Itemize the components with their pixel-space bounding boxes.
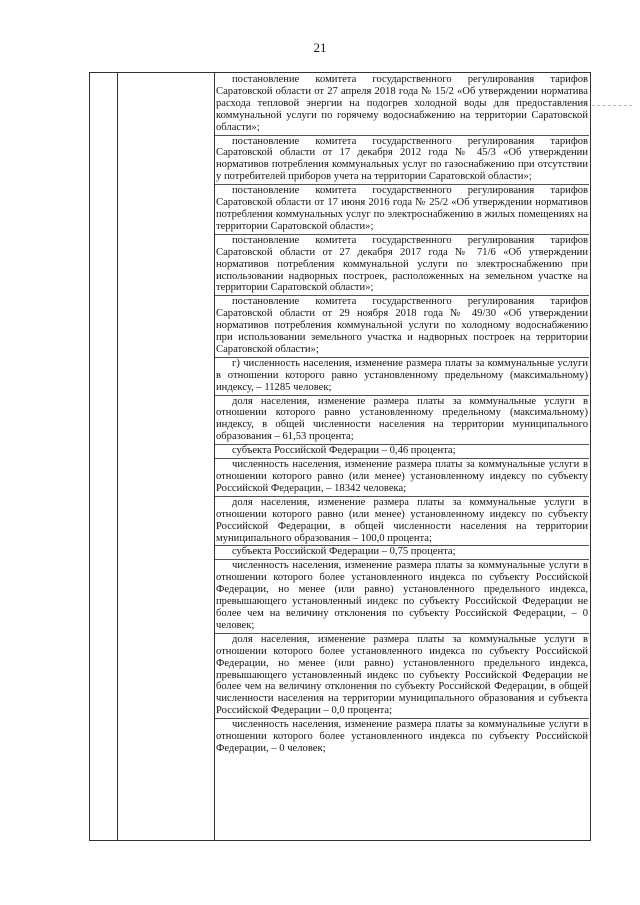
document-table (89, 72, 591, 841)
content-cell (215, 74, 589, 840)
paragraph: субъекта Российской Федерации – 0,46 процента; (215, 445, 589, 459)
paragraph: доля населения, изменение размера платы за коммунальные услуги в отношении которого равно установленному предельному (максимальному) индексу, в общей численности населения на территории муниципального образования – 61,53 процента; (215, 396, 589, 446)
column-divider (117, 73, 118, 840)
paragraph: постановление комитета государственного регулирования тарифов Саратовской области от 17 декабря 2012 года № 45/3 «Об утверждении нормативов потребления коммунальных услуг по газоснабжению при отсутствии у потребителей приборов учета на территории Саратовской области»; (215, 136, 589, 186)
paragraph: доля населения, изменение размера платы за коммунальные услуги в отношении которого равно (или менее) установленному индексу по субъекту Российской Федерации, в общей численности населения на территории муниципального образования – 100,0 процента; (215, 497, 589, 547)
paragraph: постановление комитета государственного регулирования тарифов Саратовской области от 27 апреля 2018 года № 15/2 «Об утверждении норматива расхода тепловой энергии на подогрев холодной воды для предоставления коммунальной услуги по горячему водоснабжению на территории Саратовской области»; (215, 74, 589, 136)
paragraph: численность населения, изменение размера платы за коммунальные услуги в отношении которого более установленного индекса по субъекту Российской Федерации, – 0 человек; (216, 719, 588, 754)
paragraph: доля населения, изменение размера платы за коммунальные услуги в отношении которого более установленного индекса по субъекту Российской Федерации, но менее (или равно) установленного предельного индекса, превышающего установленный индекс по субъекту Российской Федерации не более чем на величину отклонения по субъекту Российской Федерации, в общей численности населения на территории муниципального образования и субъекта Российской Федерации – 0,0 процента; (215, 634, 589, 719)
page-number: 21 (313, 40, 327, 55)
paragraph: постановление комитета государственного регулирования тарифов Саратовской области от 29 ноября 2018 года № 49/30 «Об утверждении нормативов потребления коммунальной услуги по холодному водоснабжению при использовании земельного участка и надворных построек на территории Саратовской области»; (215, 296, 589, 358)
paragraph: г) численность населения, изменение размера платы за коммунальные услуги в отношении которого равно установленному предельному (максимальному) индексу, – 11285 человек; (215, 358, 589, 396)
paragraph: численность населения, изменение размера платы за коммунальные услуги в отношении которого более установленного индекса по субъекту Российской Федерации, но менее (или равно) установленного предельного индекса, превышающего установленный индекс по субъекту Российской Федерации не более чем на величину отклонения по субъекту Российской Федерации, – 0 человек; (215, 560, 589, 633)
paragraph: численность населения, изменение размера платы за коммунальные услуги в отношении которого равно (или менее) установленному индексу по субъекту Российской Федерации, – 18342 человека; (215, 459, 589, 497)
paragraph: субъекта Российской Федерации – 0,75 процента; (215, 546, 589, 560)
paragraph: постановление комитета государственного регулирования тарифов Саратовской области от 27 декабря 2017 года № 71/6 «Об утверждении нормативов потребления коммунальной услуги по электроснабжению при использовании надворных построек, расположенных на земельном участке на территории Саратовской области»; (215, 235, 589, 297)
paragraph: постановление комитета государственного регулирования тарифов Саратовской области от 17 июня 2016 года № 25/2 «Об утверждении нормативов потребления коммунальных услуг по электроснабжению в жилых помещениях на территории Саратовской области»; (215, 185, 589, 235)
margin-mark (592, 105, 632, 107)
